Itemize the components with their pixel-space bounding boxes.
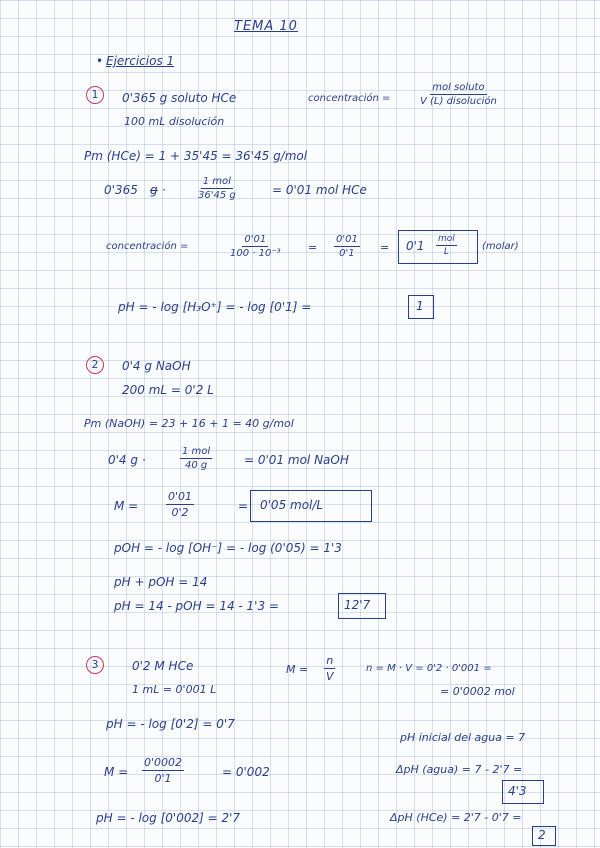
ex1-conc-frac1-den: 100 · 10⁻³	[230, 248, 281, 259]
ex1-conc-frac2-den: 0'1	[339, 248, 355, 259]
ex2-conversion-fraction	[180, 446, 212, 471]
ex1-molar-note: (molar)	[482, 241, 519, 252]
ex1-concentration-numerator: mol soluto	[432, 82, 485, 93]
ex3-delta-ph-water: ΔpH (agua) = 7 - 2'7 =	[396, 763, 523, 776]
ex1-concentration-denominator: V (L) disolución	[420, 96, 497, 107]
ex2-molarity-equals: =	[238, 499, 249, 513]
ex2-mass-value: 0'4 g ·	[108, 453, 146, 467]
ex1-ph-calculation: pH = - log [H₃O⁺] = - log [0'1] =	[118, 300, 312, 314]
ex1-conversion-fraction	[196, 176, 238, 201]
ex2-molarity-result: 0'05 mol/L	[260, 498, 324, 512]
exercise-number-3: 3	[86, 656, 104, 674]
ex1-equals-1: =	[308, 241, 318, 254]
ex3-molarity-label: M =	[286, 663, 309, 676]
ex1-given-mass: 0'365 g soluto HCe	[122, 91, 237, 105]
ex3-molarity-denominator: V	[326, 670, 334, 683]
ex1-equals-2: =	[380, 241, 390, 254]
ex1-concentration-fraction-1	[228, 234, 283, 259]
ex1-result-unit	[436, 234, 457, 257]
ex2-given-volume: 200 mL = 0'2 L	[122, 383, 214, 397]
section-heading: Ejercicios 1	[106, 54, 175, 68]
ex1-given-volume: 100 mL disolución	[124, 115, 225, 128]
ex2-moles-result: = 0'01 mol NaOH	[244, 453, 349, 467]
ex1-conc-frac1-num: 0'01	[244, 234, 267, 245]
ex1-concentration-label: concentración =	[308, 93, 391, 104]
ex1-ph-result: 1	[416, 299, 424, 313]
page-title: TEMA 10	[234, 19, 298, 34]
ex2-ph-poh-sum: pH + pOH = 14	[114, 575, 208, 589]
exercise-number-2: 2	[86, 356, 104, 374]
ex1-result-unit-num: mol	[438, 234, 455, 244]
ex3-given-concentration: 0'2 M HCe	[132, 659, 194, 673]
ex3-moles-calculation: n = M · V = 0'2 · 0'001 =	[366, 663, 492, 674]
ex1-conversion-denominator: 36'45 g	[198, 190, 236, 201]
ex3-molarity2-result: = 0'002	[222, 765, 270, 779]
ex1-result-unit-den: L	[443, 247, 449, 257]
ex1-conc-frac2-num: 0'01	[336, 234, 358, 245]
ex3-molarity2-label: M =	[104, 765, 129, 779]
ex2-ph-result: 12'7	[344, 598, 371, 612]
ex1-concentration-label-2: concentración =	[106, 241, 189, 252]
ex3-molarity2-fraction	[142, 756, 184, 785]
ex3-ph-initial-calc: pH = - log [0'2] = 0'7	[106, 717, 235, 731]
ex2-molarity-fraction	[166, 490, 194, 519]
ex2-poh-calculation: pOH = - log [OH⁻] = - log (0'05) = 1'3	[114, 541, 342, 555]
ex3-molarity2-denominator: 0'1	[154, 772, 172, 785]
ex3-ph-final-calc: pH = - log [0'002] = 2'7	[96, 811, 241, 825]
ex3-molarity-numerator: n	[326, 654, 334, 667]
ex2-molarity-numerator: 0'01	[168, 490, 193, 503]
ex1-result-value: 0'1	[406, 239, 425, 253]
ex2-ph-calculation: pH = 14 - pOH = 14 - 1'3 =	[114, 599, 279, 613]
ex1-dot: ·	[162, 183, 166, 197]
ex2-molarity-label: M =	[114, 499, 139, 513]
ex1-concentration-fraction-2	[334, 234, 360, 259]
ex3-given-volume: 1 mL = 0'001 L	[132, 683, 217, 696]
ex1-moles-result: = 0'01 mol HCe	[272, 183, 367, 197]
ex1-mass-value: 0'365	[104, 183, 138, 197]
ex2-molar-mass: Pm (NaOH) = 23 + 16 + 1 = 40 g/mol	[84, 417, 294, 430]
ex3-delta-ph-hcl: ΔpH (HCe) = 2'7 - 0'7 =	[390, 811, 522, 824]
exercise-number-1: 1	[86, 86, 104, 104]
ex3-moles-result: = 0'0002 mol	[440, 685, 515, 698]
ex3-delta-ph-hcl-result: 2	[538, 828, 546, 842]
ex3-molarity-fraction	[324, 654, 336, 683]
ex2-conversion-denominator: 40 g	[184, 460, 208, 471]
ex2-molarity-denominator: 0'2	[171, 506, 189, 519]
ex1-conversion-numerator: 1 mol	[202, 176, 231, 187]
ex1-mass-unit: g	[150, 183, 158, 197]
ex2-conversion-numerator: 1 mol	[182, 446, 211, 457]
ex3-water-initial-ph: pH inicial del agua = 7	[400, 731, 526, 744]
ex1-molar-mass: Pm (HCe) = 1 + 35'45 = 36'45 g/mol	[84, 149, 308, 163]
ex1-concentration-formula	[418, 82, 499, 107]
ex3-delta-ph-water-result: 4'3	[508, 784, 527, 798]
ex2-given-mass: 0'4 g NaOH	[122, 359, 191, 373]
section-bullet-icon: •	[96, 54, 104, 68]
ex3-molarity2-numerator: 0'0002	[144, 756, 183, 769]
